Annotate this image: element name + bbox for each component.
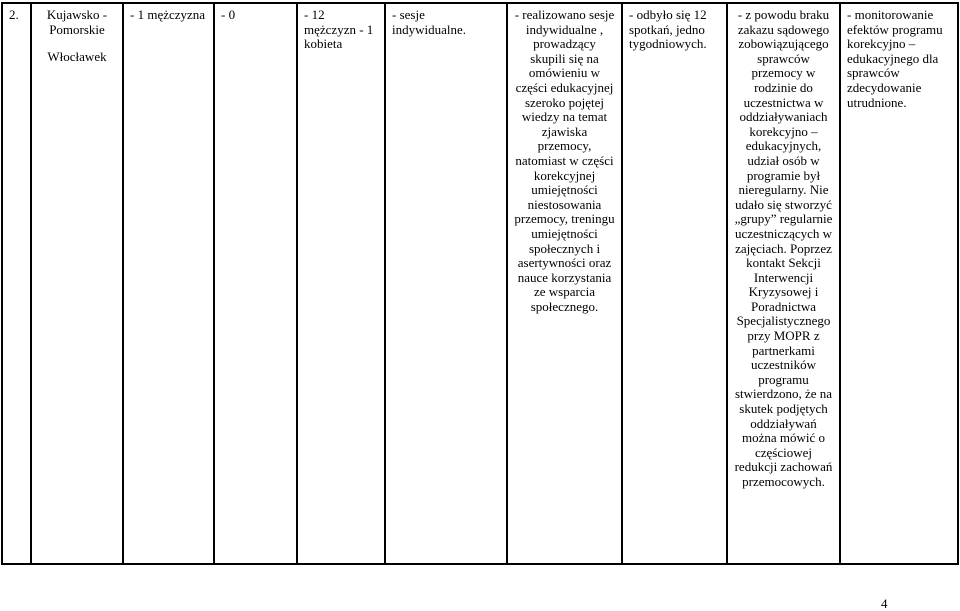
monitoring-cell: - monitorowanie efektów programu korekcyjno – edukacyjnego dla sprawców zdecydowanie utrudnione. — [840, 3, 958, 564]
city-name: Włocławek — [47, 49, 107, 65]
women-count-cell: - 0 — [214, 3, 297, 564]
region-cell — [31, 3, 123, 564]
program-table — [1, 2, 959, 565]
form-cell: - sesje indywidualne. — [385, 3, 507, 564]
page-number: 4 — [881, 596, 888, 611]
difficulties-cell: - z powodu braku zakazu sądowego zobowiązującego sprawców przemocy w rodzinie do uczestnictwa w oddziaływaniach korekcyjno – edukacyjnych, udział osób w programie był nieregularny. Nie udało się stworzyć „grupy” regularnie uczestniczących w zajęciach. Poprzez kontakt Sekcji Interwencji Kryzysowej i Poradnictwa Specjalistycznego przy MOPR z partnerkami uczestników programu stwierdzono, że na skutek podjętych oddziaływań można mówić o częściowej redukcji zachowań przemocowych. — [727, 3, 840, 564]
participants-cell: - 12 mężczyzn - 1 kobieta — [297, 3, 385, 564]
men-count-cell: - 1 mężczyzna — [123, 3, 214, 564]
region-name: Kujawsko - Pomorskie — [46, 7, 108, 37]
meetings-cell: - odbyło się 12 spotkań, jedno tygodniowych. — [622, 3, 727, 564]
table-row — [2, 3, 958, 564]
description-cell: - realizowano sesje indywidualne , prowadzący skupili się na omówieniu w części edukacyjnej szeroko pojętej wiedzy na temat zjawiska przemocy, natomiast w części korekcyjnej umiejętności niestosowania przemocy, treningu umiejętności społecznych i asertywności oraz nauce korzystania ze wsparcia społecznego. — [507, 3, 622, 564]
row-number: 2. — [2, 3, 31, 564]
